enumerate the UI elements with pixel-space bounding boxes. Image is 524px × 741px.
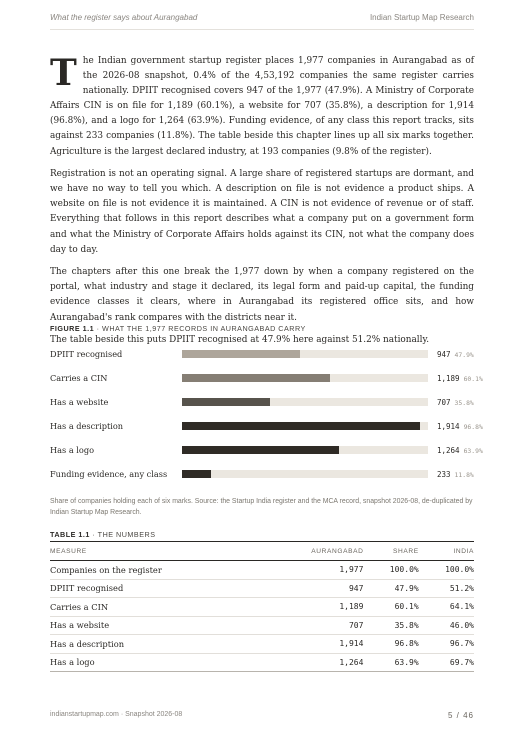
running-header bbox=[50, 13, 474, 30]
bar-value-label bbox=[437, 350, 474, 359]
bar-label: Has a website bbox=[50, 397, 109, 407]
bar bbox=[182, 446, 339, 454]
bar-count: 707 bbox=[437, 397, 451, 407]
table-row bbox=[50, 616, 474, 635]
bar-row bbox=[50, 462, 474, 486]
col-header-share: SHARE bbox=[363, 542, 418, 561]
paragraph-4: The table beside this puts DPIIT recognised at 47.9% here against 51.2% nationally. bbox=[50, 335, 430, 346]
col-header-measure: MEASURE bbox=[50, 542, 264, 561]
bar-label: Funding evidence, any class bbox=[50, 469, 168, 479]
table-row bbox=[50, 635, 474, 654]
bar-row bbox=[50, 390, 474, 414]
cell-india: 100.0% bbox=[419, 561, 474, 580]
bar-track bbox=[182, 374, 428, 382]
cell-measure: Has a description bbox=[50, 635, 264, 654]
bar-label: Has a logo bbox=[50, 445, 95, 455]
cell-share: 35.8% bbox=[363, 616, 418, 635]
cell-measure: Carries a CIN bbox=[50, 598, 264, 617]
table-title: · THE NUMBERS bbox=[89, 530, 156, 539]
bar-share: 63.9% bbox=[463, 446, 483, 455]
drop-cap: T bbox=[50, 52, 77, 94]
bar-row bbox=[50, 414, 483, 438]
bar-row bbox=[50, 438, 483, 462]
figure-title: · WHAT THE 1,977 RECORDS IN AURANGABAD CARRY bbox=[94, 324, 306, 333]
bar-label: Carries a CIN bbox=[50, 373, 108, 383]
bar-value-label bbox=[437, 470, 474, 479]
figure-caption: Share of companies holding each of six marks. Source: the Startup India register and the MCA record, snapshot 2026-08, de-duplicated by Indian Startup Map Research. bbox=[50, 498, 473, 516]
table-label bbox=[50, 530, 156, 539]
bar-share: 96.8% bbox=[463, 422, 483, 431]
cell-india: 96.7% bbox=[419, 635, 474, 654]
paragraph-2: Registration is not an operating signal. A large share of registered startups are dormant, and we have no way to tell you which. A description on file is not evidence a product ships. A website on file is not evidence it is maintained. A CIN is not evidence of revenue or of staff. Everything that follows in this report describes what a company put on a government form and what the Ministry of Corporate Affairs holds against its CIN, not what the company does day to day. bbox=[50, 169, 474, 255]
cell-aurangabad: 1,264 bbox=[264, 653, 364, 672]
paragraph-1-text: he Indian government startup register places 1,977 companies in Aurangabad as of the 2026-08 snapshot, 0.4% of the 4,53,192 companies the same register carries nationally. DPIIT recognised covers 947 of the 1,977 (47.9%). A Ministry of Corporate Affairs CIN is on file for 1,189 (60.1%), a website for 707 (35.8%), a description for 1,914 (96.8%), and a logo for 1,264 (63.9%). Funding evidence, of any class this report tracks, sits against 233 companies (11.8%). The table beside this chapter lines up all six marks together. Agriculture is the largest declared industry, at 193 companies (9.8% of the register). bbox=[50, 56, 474, 157]
bar-value-label bbox=[437, 398, 474, 407]
cell-share: 63.9% bbox=[363, 653, 418, 672]
cell-share: 47.9% bbox=[363, 579, 418, 598]
bar-value-label bbox=[437, 446, 483, 455]
table-row bbox=[50, 561, 474, 580]
cell-aurangabad: 1,977 bbox=[264, 561, 364, 580]
cell-share: 100.0% bbox=[363, 561, 418, 580]
bar-track bbox=[182, 398, 428, 406]
cell-measure: Companies on the register bbox=[50, 561, 264, 580]
col-header-india: INDIA bbox=[419, 542, 474, 561]
bar bbox=[182, 422, 420, 430]
footer-source: indianstartupmap.com · Snapshot 2026-08 bbox=[50, 711, 183, 718]
paragraph-1 bbox=[50, 54, 474, 160]
cell-india: 51.2% bbox=[419, 579, 474, 598]
bar-row bbox=[50, 342, 474, 366]
bar bbox=[182, 470, 211, 478]
bar-share: 60.1% bbox=[463, 374, 483, 383]
cell-share: 60.1% bbox=[363, 598, 418, 617]
table-row bbox=[50, 653, 474, 672]
bar-value-label bbox=[437, 422, 483, 431]
cell-india: 64.1% bbox=[419, 598, 474, 617]
table-row bbox=[50, 579, 474, 598]
page-footer bbox=[50, 711, 474, 720]
bar-share: 11.8% bbox=[454, 470, 474, 479]
bar-track bbox=[182, 470, 428, 478]
cell-aurangabad: 947 bbox=[264, 579, 364, 598]
cell-india: 46.0% bbox=[419, 616, 474, 635]
cell-measure: DPIIT recognised bbox=[50, 579, 264, 598]
bar-count: 1,264 bbox=[437, 445, 460, 455]
bar-chart bbox=[50, 342, 483, 486]
bar-share: 47.9% bbox=[454, 350, 474, 359]
header-publication: Indian Startup Map Research bbox=[369, 13, 474, 22]
header-chapter-title: What the register says about Aurangabad bbox=[50, 13, 198, 22]
bar-label: DPIIT recognised bbox=[50, 349, 123, 359]
bar-share: 35.8% bbox=[454, 398, 474, 407]
table-header-row bbox=[50, 542, 474, 561]
bar-value-label bbox=[437, 374, 483, 383]
bar-count: 947 bbox=[437, 349, 451, 359]
bar-row bbox=[50, 366, 483, 390]
cell-measure: Has a website bbox=[50, 616, 264, 635]
figure-label bbox=[50, 324, 306, 333]
table-number: TABLE 1.1 bbox=[50, 530, 90, 539]
paragraph-3: The chapters after this one break the 1,977 down by when a company registered on the portal, what industry and stage it declared, its legal form and paid-up capital, the funding evidence classes it clears, where in Aurangabad its registered office sits, and how Aurangabad's rank compares with the districts near it. bbox=[50, 267, 474, 323]
chapter-body bbox=[50, 54, 474, 356]
cell-share: 96.8% bbox=[363, 635, 418, 654]
bar-count: 1,914 bbox=[437, 421, 460, 431]
bar-track bbox=[182, 422, 428, 430]
figure-number: FIGURE 1.1 bbox=[50, 324, 95, 333]
bar bbox=[182, 374, 330, 382]
bar-label: Has a description bbox=[50, 421, 124, 431]
cell-aurangabad: 707 bbox=[264, 616, 364, 635]
bar-track bbox=[182, 350, 428, 358]
cell-india: 69.7% bbox=[419, 653, 474, 672]
table-row bbox=[50, 598, 474, 617]
cell-aurangabad: 1,189 bbox=[264, 598, 364, 617]
bar-track bbox=[182, 446, 428, 454]
numbers-table bbox=[50, 541, 474, 672]
cell-aurangabad: 1,914 bbox=[264, 635, 364, 654]
bar-count: 233 bbox=[437, 469, 451, 479]
bar-count: 1,189 bbox=[437, 373, 460, 383]
col-header-aurangabad: AURANGABAD bbox=[264, 542, 364, 561]
bar bbox=[182, 350, 300, 358]
bar bbox=[182, 398, 270, 406]
cell-measure: Has a logo bbox=[50, 653, 264, 672]
page-number: 5 / 46 bbox=[447, 711, 474, 720]
